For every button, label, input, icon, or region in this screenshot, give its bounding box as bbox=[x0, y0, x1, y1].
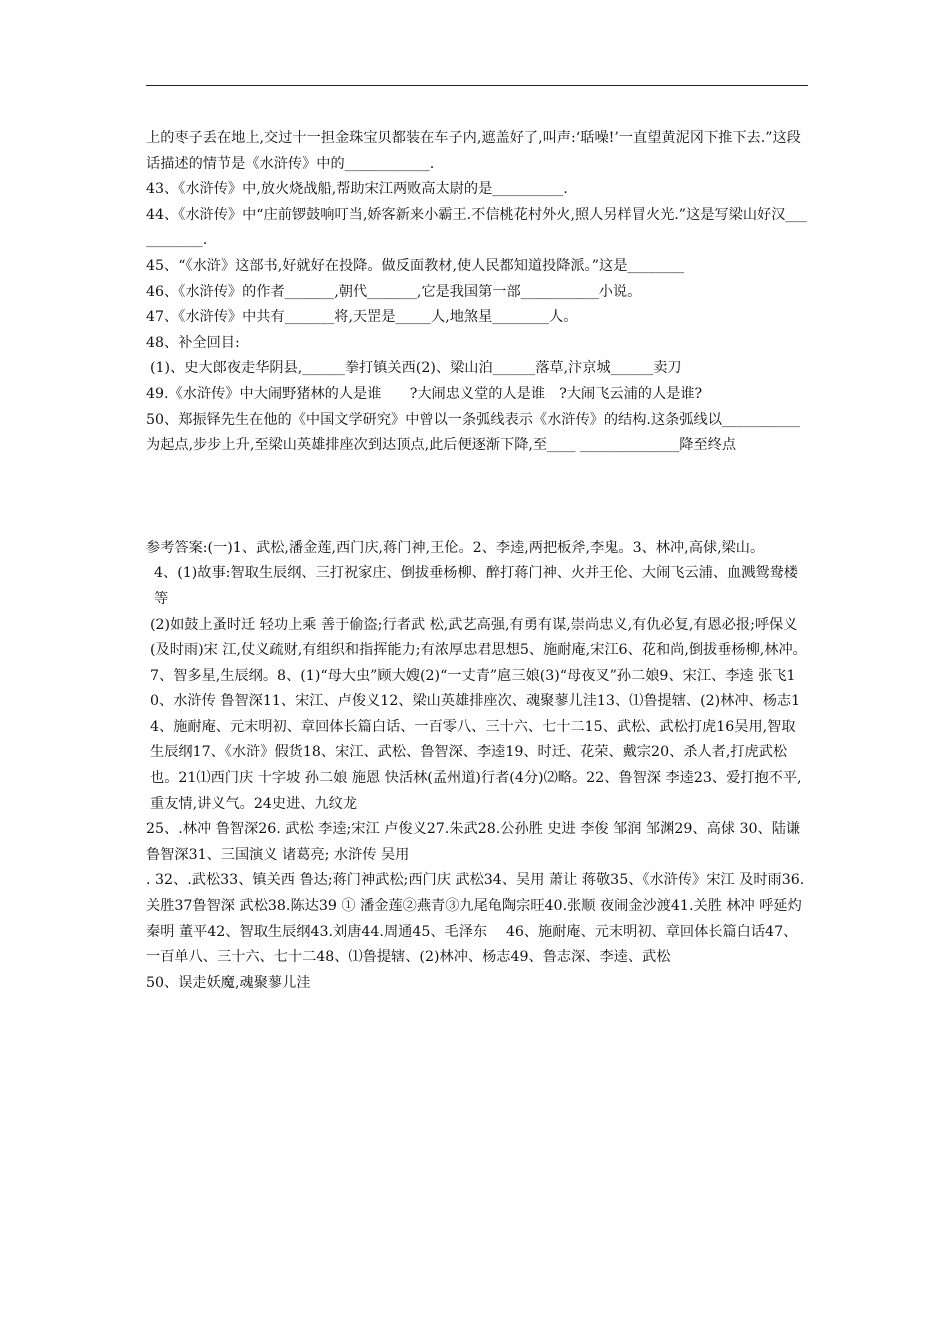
header-rule bbox=[146, 85, 808, 86]
question-44: 44、《水浒传》中“庄前锣鼓响叮当,娇客新来小霸王.不信桃花村外火,照人另样冒火光.”这是写梁山好汉___________. bbox=[146, 206, 807, 249]
section-spacer bbox=[146, 459, 808, 536]
answer-part-4: 4、(1)故事:智取生辰纲、三打祝家庄、倒拔垂杨柳、醉打蒋门神、火并王伦、大闹飞云浦、血溅鸳鸯楼等 bbox=[154, 565, 798, 607]
question-43: 43、《水浒传》中,放火烧战船,帮助宋江两败高太尉的是__________. bbox=[146, 181, 568, 198]
question-50: 50、郑振铎先生在他的《中国文学研究》中曾以一条弧线表示《水浒传》的结构.这条弧线以___________为起点,步步上升,至梁山英雄排座次到达顶点,此后便逐渐下降,至____ ______________降至终点 bbox=[146, 411, 800, 454]
question-45: 45、“《水浒》这部书,好就好在投降。做反面教材,使人民都知道投降派。”这是________ bbox=[146, 257, 685, 274]
question-48: 48、补全回目: bbox=[146, 334, 240, 351]
answers-section bbox=[146, 536, 808, 997]
question-49: 49.《水浒传》中大闹野猪林的人是谁 ?大闹忠义堂的人是谁 ?大闹飞云浦的人是谁? bbox=[146, 385, 703, 402]
question-46: 46、《水浒传》的作者_______,朝代_______,它是我国第一部___________小说。 bbox=[146, 283, 642, 300]
answer-part-25: 25、.林冲 鲁智深26. 武松 李逵;宋江 卢俊义27.朱武28.公孙胜 史进 李俊 邹润 邹渊29、高俅 30、陆谦 鲁智深31、三国演义 诸葛亮; 水浒传 吴用 bbox=[146, 821, 801, 863]
question-47: 47、《水浒传》中共有_______将,天罡是_____人,地煞星________人。 bbox=[146, 309, 578, 326]
question-42-continuation: 上的枣子丢在地上,交过十一担金珠宝贝都装在车子内,遮盖好了,叫声:‘聒噪!’一直望黄泥冈下推下去.”这段话描述的情节是《水浒传》中的____________. bbox=[146, 130, 801, 172]
answer-part-32: . 32、.武松33、镇关西 鲁达;蒋门神武松;西门庆 武松34、吴用 萧让 蒋敬35、《水浒传》宋江 及时雨36.关胜37鲁智深 武松38.陈达39 ① 潘金莲②燕青③九尾龟陶宗旺40.张顺 夜闹金沙渡41.关胜 林冲 呼延灼 秦明 董平42、智取生辰纲43.刘唐44.周通45、毛泽东 46、施耐庵、元末明初、章回体长篇白话47、一百单八、三十六、七十二48、⑴鲁提辖、(2)林冲、杨志49、鲁志深、李逵、武松 bbox=[146, 872, 805, 966]
answer-part-4-2: (2)如鼓上蚤时迁 轻功上乘 善于偷盗;行者武 松,武艺高强,有勇有谋,崇尚忠义,有仇必复,有恩必报;呼保义(及时雨)宋 江,仗义疏财,有组织和指挥能力;有浓厚忠君思想5、施耐庵,宋江6、花和尚,倒拔垂杨柳,林冲。7、智多星,生辰纲。8、(1)“母大虫”顾大嫂(2)“一丈青”扈三娘(3)“母夜叉”孙二娘9、宋江、李逵 张飞10、水浒传 鲁智深11、宋江、卢俊义12、梁山英雄排座次、魂聚蓼儿洼13、⑴鲁提辖、(2)林冲、杨志14、施耐庵、元末明初、章回体长篇白话、一百零八、三十六、七十二15、武松、武松打虎16吴用,智取生辰纲17、《水浒》假货18、宋江、武松、鲁智深、李逵19、时迁、花荣、戴宗20、杀人者,打虎武松也。21⑴西门庆 十字坡 孙二娘 施恩 快活林(孟州道)行者(4分)⑵略。22、鲁智深 李逵23、爱打抱不平,重友情,讲义气。24史进、九纹龙 bbox=[150, 616, 807, 812]
answer-part-1: 参考答案:(一)1、武松,潘金莲,西门庆,蒋门神,王伦。2、李逵,两把板斧,李鬼。3、林冲,高俅,梁山。 bbox=[146, 539, 765, 556]
answer-part-50: 50、误走妖魔,魂聚蓼儿洼 bbox=[146, 974, 311, 991]
document-body bbox=[146, 126, 808, 996]
question-48-items: (1)、史大郎夜走华阴县,______拳打镇关西(2)、梁山泊______落草,汴京城______卖刀 bbox=[150, 360, 682, 377]
questions-section bbox=[146, 126, 808, 459]
